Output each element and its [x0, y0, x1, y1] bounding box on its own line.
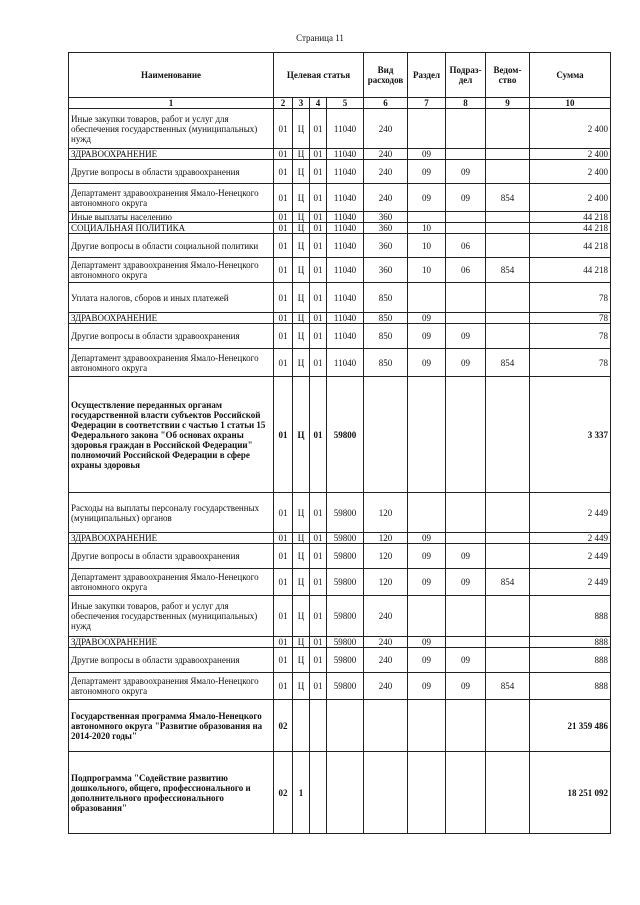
table-row	[69, 223, 611, 234]
cell-code-3	[310, 752, 327, 834]
cell-code-2: 1	[293, 752, 310, 834]
cell-section: 09	[408, 313, 446, 324]
header-department: Ведом-ство	[486, 53, 530, 98]
cell-sum: 888	[530, 596, 611, 637]
cell-sum: 2 400	[530, 109, 611, 149]
cell-code-3: 01	[310, 673, 327, 700]
cell-code-1: 01	[274, 673, 293, 700]
cell-code-2: Ц	[293, 212, 310, 223]
cell-section: 09	[408, 569, 446, 596]
cell-department: 854	[486, 184, 530, 212]
cell-code-1: 01	[274, 283, 293, 313]
cell-expense-type: 240	[364, 637, 408, 648]
cell-department	[486, 212, 530, 223]
col-number: 7	[408, 98, 446, 109]
cell-sum: 2 449	[530, 544, 611, 569]
cell-section: 09	[408, 184, 446, 212]
table-row	[69, 149, 611, 160]
table-row	[69, 349, 611, 377]
table-row	[69, 160, 611, 184]
cell-code-1: 01	[274, 349, 293, 377]
cell-expense-type: 360	[364, 258, 408, 283]
cell-code-2: Ц	[293, 569, 310, 596]
cell-code-3: 01	[310, 149, 327, 160]
cell-code-4: 11040	[327, 184, 364, 212]
cell-code-3: 01	[310, 160, 327, 184]
col-number: 9	[486, 98, 530, 109]
cell-code-1: 02	[274, 752, 293, 834]
cell-name: СОЦИАЛЬНАЯ ПОЛИТИКА	[69, 223, 274, 234]
cell-subsection	[446, 752, 486, 834]
cell-code-1: 01	[274, 212, 293, 223]
cell-section	[408, 596, 446, 637]
cell-department: 854	[486, 569, 530, 596]
cell-code-4: 11040	[327, 234, 364, 258]
header-name: Наименование	[69, 53, 274, 98]
cell-code-3: 01	[310, 569, 327, 596]
cell-department	[486, 223, 530, 234]
table-row	[69, 109, 611, 149]
cell-section: 09	[408, 160, 446, 184]
cell-section	[408, 212, 446, 223]
cell-code-2: Ц	[293, 313, 310, 324]
cell-code-2: Ц	[293, 377, 310, 493]
cell-code-4: 11040	[327, 223, 364, 234]
cell-code-3: 01	[310, 377, 327, 493]
col-number: 10	[530, 98, 611, 109]
cell-subsection	[446, 533, 486, 544]
cell-department	[486, 637, 530, 648]
cell-code-2: Ц	[293, 596, 310, 637]
cell-department	[486, 648, 530, 673]
table-body	[69, 109, 611, 834]
cell-subsection: 09	[446, 160, 486, 184]
cell-expense-type: 850	[364, 349, 408, 377]
cell-section: 10	[408, 258, 446, 283]
cell-code-1: 01	[274, 149, 293, 160]
cell-code-1: 02	[274, 700, 293, 752]
cell-code-1: 01	[274, 544, 293, 569]
cell-expense-type: 850	[364, 283, 408, 313]
cell-department	[486, 149, 530, 160]
table-row	[69, 648, 611, 673]
cell-section: 09	[408, 673, 446, 700]
cell-section	[408, 377, 446, 493]
cell-sum: 21 359 486	[530, 700, 611, 752]
cell-department	[486, 283, 530, 313]
cell-code-4: 59800	[327, 596, 364, 637]
cell-code-2: Ц	[293, 160, 310, 184]
cell-code-4: 11040	[327, 324, 364, 349]
table-header-row	[69, 53, 611, 98]
cell-code-3: 01	[310, 324, 327, 349]
cell-sum: 78	[530, 313, 611, 324]
cell-code-4: 59800	[327, 637, 364, 648]
cell-section: 09	[408, 324, 446, 349]
cell-code-1: 01	[274, 313, 293, 324]
table-row	[69, 596, 611, 637]
cell-section: 09	[408, 648, 446, 673]
cell-name: ЗДРАВООХРАНЕНИЕ	[69, 533, 274, 544]
header-sum: Сумма	[530, 53, 611, 98]
cell-code-3: 01	[310, 212, 327, 223]
cell-code-1: 01	[274, 109, 293, 149]
cell-sum: 18 251 092	[530, 752, 611, 834]
table-row	[69, 493, 611, 533]
cell-name: Иные закупки товаров, работ и услуг для обеспечения государственных (муниципальных) нужд	[69, 109, 274, 149]
cell-subsection	[446, 700, 486, 752]
cell-code-2: Ц	[293, 673, 310, 700]
cell-subsection	[446, 493, 486, 533]
cell-code-3: 01	[310, 223, 327, 234]
cell-code-2: Ц	[293, 258, 310, 283]
cell-sum: 78	[530, 349, 611, 377]
cell-sum: 3 337	[530, 377, 611, 493]
cell-department	[486, 109, 530, 149]
cell-code-1: 01	[274, 377, 293, 493]
cell-department	[486, 544, 530, 569]
cell-section: 09	[408, 349, 446, 377]
table-row	[69, 544, 611, 569]
cell-name: Подпрограмма "Содействие развитию дошкольного, общего, профессионального и дополнительного профессионального образования"	[69, 752, 274, 834]
cell-department	[486, 160, 530, 184]
cell-subsection	[446, 377, 486, 493]
cell-subsection: 09	[446, 349, 486, 377]
cell-code-2: Ц	[293, 234, 310, 258]
table-row	[69, 673, 611, 700]
column-number-row	[69, 98, 611, 109]
cell-code-2: Ц	[293, 493, 310, 533]
cell-code-4: 11040	[327, 109, 364, 149]
cell-code-1: 01	[274, 596, 293, 637]
cell-sum: 2 449	[530, 569, 611, 596]
col-number: 6	[364, 98, 408, 109]
cell-code-1: 01	[274, 569, 293, 596]
cell-subsection: 09	[446, 544, 486, 569]
cell-code-4	[327, 752, 364, 834]
cell-name: ЗДРАВООХРАНЕНИЕ	[69, 313, 274, 324]
cell-section: 09	[408, 637, 446, 648]
cell-department: 854	[486, 349, 530, 377]
cell-expense-type: 360	[364, 212, 408, 223]
cell-code-3: 01	[310, 349, 327, 377]
table-row	[69, 637, 611, 648]
cell-expense-type: 850	[364, 313, 408, 324]
cell-subsection	[446, 109, 486, 149]
cell-section	[408, 493, 446, 533]
cell-subsection: 09	[446, 324, 486, 349]
cell-code-2: Ц	[293, 149, 310, 160]
header-target-article: Целевая статья	[274, 53, 364, 98]
cell-code-2: Ц	[293, 544, 310, 569]
cell-code-2: Ц	[293, 223, 310, 234]
cell-name: Расходы на выплаты персоналу государственных (муниципальных) органов	[69, 493, 274, 533]
table-row	[69, 212, 611, 223]
cell-department	[486, 493, 530, 533]
cell-subsection	[446, 212, 486, 223]
cell-name: Иные закупки товаров, работ и услуг для обеспечения государственных (муниципальных) нужд	[69, 596, 274, 637]
cell-sum: 78	[530, 324, 611, 349]
cell-code-4: 59800	[327, 493, 364, 533]
cell-code-3: 01	[310, 493, 327, 533]
cell-department	[486, 377, 530, 493]
col-number: 3	[293, 98, 310, 109]
header-subsection: Подраз-дел	[446, 53, 486, 98]
cell-code-1: 01	[274, 223, 293, 234]
cell-expense-type: 360	[364, 234, 408, 258]
table-row	[69, 283, 611, 313]
cell-subsection	[446, 596, 486, 637]
cell-subsection: 09	[446, 569, 486, 596]
cell-code-3: 01	[310, 283, 327, 313]
col-number: 8	[446, 98, 486, 109]
cell-expense-type: 240	[364, 149, 408, 160]
cell-name: Департамент здравоохранения Ямало-Ненецкого автономного округа	[69, 673, 274, 700]
cell-subsection	[446, 313, 486, 324]
cell-code-3: 01	[310, 637, 327, 648]
cell-sum: 2 449	[530, 493, 611, 533]
table-row	[69, 377, 611, 493]
cell-department	[486, 533, 530, 544]
cell-expense-type: 240	[364, 648, 408, 673]
cell-code-1: 01	[274, 324, 293, 349]
cell-code-3: 01	[310, 596, 327, 637]
table-row	[69, 184, 611, 212]
table-row	[69, 569, 611, 596]
cell-section: 10	[408, 223, 446, 234]
cell-code-3: 01	[310, 234, 327, 258]
cell-code-2: Ц	[293, 648, 310, 673]
cell-name: Департамент здравоохранения Ямало-Ненецкого автономного округа	[69, 349, 274, 377]
cell-code-1: 01	[274, 160, 293, 184]
cell-subsection: 06	[446, 258, 486, 283]
cell-code-2	[293, 700, 310, 752]
table-row	[69, 700, 611, 752]
cell-expense-type: 850	[364, 324, 408, 349]
cell-sum: 78	[530, 283, 611, 313]
cell-code-2: Ц	[293, 324, 310, 349]
cell-code-4: 11040	[327, 258, 364, 283]
header-section: Раздел	[408, 53, 446, 98]
cell-name: Иные выплаты населению	[69, 212, 274, 223]
cell-code-2: Ц	[293, 533, 310, 544]
cell-sum: 2 449	[530, 533, 611, 544]
cell-code-1: 01	[274, 533, 293, 544]
cell-expense-type: 240	[364, 160, 408, 184]
cell-sum: 44 218	[530, 234, 611, 258]
cell-code-3	[310, 700, 327, 752]
cell-expense-type	[364, 752, 408, 834]
cell-subsection	[446, 223, 486, 234]
cell-code-3: 01	[310, 109, 327, 149]
cell-code-1: 01	[274, 637, 293, 648]
cell-name: Государственная программа Ямало-Ненецкого автономного округа "Развитие образования на 2014-2020 годы"	[69, 700, 274, 752]
cell-code-1: 01	[274, 234, 293, 258]
cell-expense-type: 240	[364, 596, 408, 637]
cell-sum: 44 218	[530, 212, 611, 223]
cell-code-4: 11040	[327, 283, 364, 313]
cell-code-4: 11040	[327, 212, 364, 223]
budget-table	[68, 52, 611, 834]
cell-department	[486, 313, 530, 324]
cell-sum: 44 218	[530, 223, 611, 234]
cell-subsection: 09	[446, 184, 486, 212]
cell-sum: 2 400	[530, 184, 611, 212]
cell-section	[408, 752, 446, 834]
cell-department: 854	[486, 258, 530, 283]
cell-code-3: 01	[310, 258, 327, 283]
cell-subsection	[446, 149, 486, 160]
cell-department	[486, 752, 530, 834]
cell-section	[408, 109, 446, 149]
cell-code-1: 01	[274, 648, 293, 673]
cell-name: ЗДРАВООХРАНЕНИЕ	[69, 637, 274, 648]
cell-subsection: 09	[446, 673, 486, 700]
table-row	[69, 258, 611, 283]
cell-section: 09	[408, 533, 446, 544]
cell-section: 09	[408, 149, 446, 160]
cell-department	[486, 596, 530, 637]
cell-code-4: 59800	[327, 377, 364, 493]
cell-code-3: 01	[310, 544, 327, 569]
cell-department: 854	[486, 673, 530, 700]
cell-code-4: 59800	[327, 544, 364, 569]
cell-subsection: 09	[446, 648, 486, 673]
cell-name: Другие вопросы в области здравоохранения	[69, 544, 274, 569]
cell-code-1: 01	[274, 258, 293, 283]
cell-expense-type: 240	[364, 184, 408, 212]
table-row	[69, 234, 611, 258]
col-number: 1	[69, 98, 274, 109]
cell-sum: 888	[530, 648, 611, 673]
cell-subsection	[446, 283, 486, 313]
cell-department	[486, 234, 530, 258]
cell-name: Другие вопросы в области социальной политики	[69, 234, 274, 258]
table-row	[69, 324, 611, 349]
cell-name: ЗДРАВООХРАНЕНИЕ	[69, 149, 274, 160]
table-row	[69, 752, 611, 834]
cell-subsection: 06	[446, 234, 486, 258]
cell-code-2: Ц	[293, 637, 310, 648]
cell-name: Другие вопросы в области здравоохранения	[69, 648, 274, 673]
cell-section: 09	[408, 544, 446, 569]
cell-name: Департамент здравоохранения Ямало-Ненецкого автономного округа	[69, 184, 274, 212]
cell-expense-type: 240	[364, 109, 408, 149]
cell-code-4: 11040	[327, 349, 364, 377]
page-number: Страница 11	[296, 33, 344, 43]
cell-sum: 2 400	[530, 160, 611, 184]
cell-code-3: 01	[310, 533, 327, 544]
cell-code-4: 59800	[327, 533, 364, 544]
cell-name: Другие вопросы в области здравоохранения	[69, 160, 274, 184]
col-number: 4	[310, 98, 327, 109]
cell-name: Другие вопросы в области здравоохранения	[69, 324, 274, 349]
table-row	[69, 313, 611, 324]
cell-name: Департамент здравоохранения Ямало-Ненецкого автономного округа	[69, 258, 274, 283]
cell-expense-type: 120	[364, 544, 408, 569]
cell-department	[486, 700, 530, 752]
cell-sum: 2 400	[530, 149, 611, 160]
cell-sum: 888	[530, 637, 611, 648]
header-expense-type: Вид расходов	[364, 53, 408, 98]
cell-code-1: 01	[274, 184, 293, 212]
cell-code-2: Ц	[293, 283, 310, 313]
cell-name: Департамент здравоохранения Ямало-Ненецкого автономного округа	[69, 569, 274, 596]
cell-code-2: Ц	[293, 184, 310, 212]
cell-section	[408, 700, 446, 752]
cell-code-4: 11040	[327, 160, 364, 184]
table-row	[69, 533, 611, 544]
cell-section: 10	[408, 234, 446, 258]
cell-code-3: 01	[310, 648, 327, 673]
cell-code-3: 01	[310, 313, 327, 324]
cell-expense-type: 120	[364, 569, 408, 596]
cell-department	[486, 324, 530, 349]
cell-code-4: 11040	[327, 313, 364, 324]
cell-sum: 44 218	[530, 258, 611, 283]
cell-code-1: 01	[274, 493, 293, 533]
cell-code-4: 59800	[327, 569, 364, 596]
cell-code-3: 01	[310, 184, 327, 212]
col-number: 2	[274, 98, 293, 109]
cell-expense-type: 360	[364, 223, 408, 234]
cell-code-4: 59800	[327, 673, 364, 700]
cell-sum: 888	[530, 673, 611, 700]
cell-code-4: 11040	[327, 149, 364, 160]
cell-subsection	[446, 637, 486, 648]
cell-code-4	[327, 700, 364, 752]
cell-name: Осуществление переданных органам государственной власти субъектов Российской Федерации в соответствии с частью 1 статьи 15 Федерального закона "Об основах охраны здоровья граждан в Российской Федерации" полномочий Российской Федерации в сфере охраны здоровья	[69, 377, 274, 493]
cell-expense-type	[364, 700, 408, 752]
cell-expense-type: 120	[364, 533, 408, 544]
cell-name: Уплата налогов, сборов и иных платежей	[69, 283, 274, 313]
cell-expense-type	[364, 377, 408, 493]
cell-expense-type: 120	[364, 493, 408, 533]
cell-expense-type: 240	[364, 673, 408, 700]
cell-code-2: Ц	[293, 109, 310, 149]
col-number: 5	[327, 98, 364, 109]
cell-code-4: 59800	[327, 648, 364, 673]
cell-code-2: Ц	[293, 349, 310, 377]
cell-section	[408, 283, 446, 313]
